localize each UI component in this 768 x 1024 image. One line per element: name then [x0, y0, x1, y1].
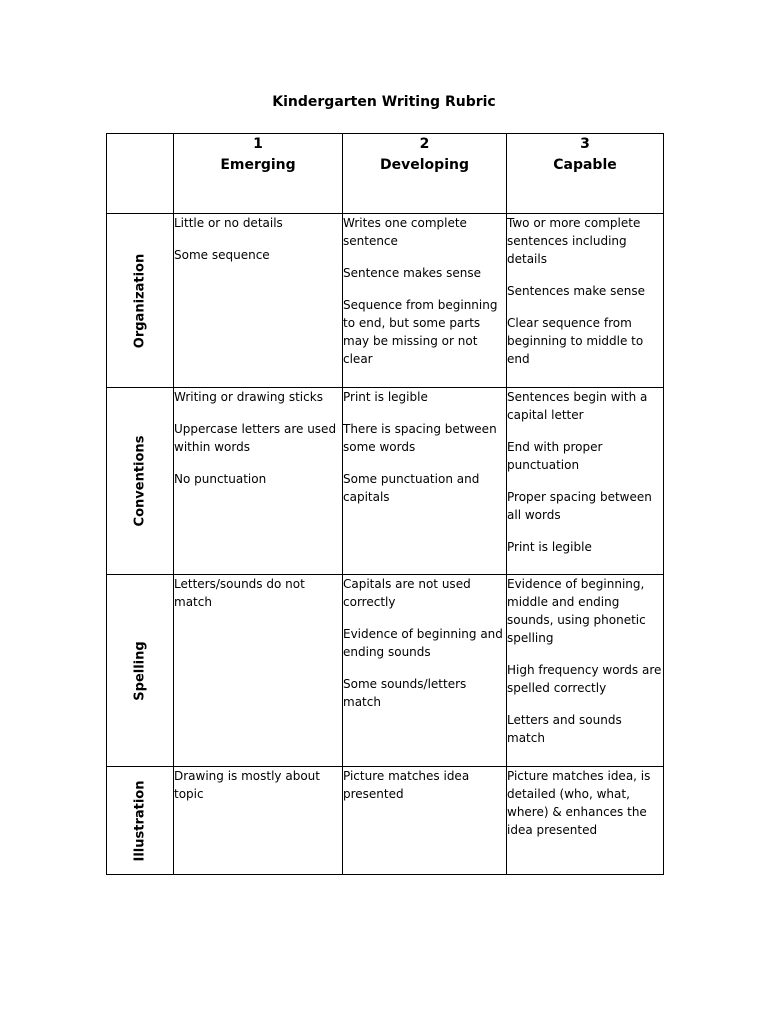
criterion-text: Sentence makes sense — [343, 266, 481, 280]
criterion-text: Print is legible — [507, 540, 592, 554]
criterion-text: Two or more complete sentences including details — [507, 216, 641, 266]
row-label-cell — [107, 214, 174, 388]
row-label: Organization — [132, 253, 148, 348]
rubric-cell — [174, 388, 343, 575]
criterion-text: Writing or drawing sticks — [174, 390, 323, 404]
criterion-text: Sentences begin with a capital letter — [507, 390, 648, 422]
rubric-cell — [507, 767, 664, 875]
level-header-2 — [343, 134, 507, 214]
rubric-cell — [174, 575, 343, 767]
criterion-text: Writes one complete sentence — [343, 216, 467, 248]
rubric-cell — [507, 388, 664, 575]
row-label: Conventions — [132, 435, 148, 527]
rubric-cell — [343, 575, 507, 767]
rubric-row-spelling — [107, 575, 664, 767]
rubric-row-illustration — [107, 767, 664, 875]
criterion-text: Picture matches idea presented — [343, 769, 470, 801]
rubric-cell — [507, 575, 664, 767]
rubric-cell — [343, 214, 507, 388]
criterion-text: Drawing is mostly about topic — [174, 769, 320, 801]
rubric-row-organization — [107, 214, 664, 388]
level-name: Emerging — [220, 157, 296, 173]
criterion-text: End with proper punctuation — [507, 440, 603, 472]
rubric-row-conventions — [107, 388, 664, 575]
rubric-cell — [507, 214, 664, 388]
level-number: 3 — [580, 136, 590, 152]
criterion-text: There is spacing between some words — [343, 422, 497, 454]
criterion-text: Capitals are not used correctly — [343, 577, 471, 609]
criterion-text: Some sequence — [174, 248, 270, 262]
criterion-text: Uppercase letters are used within words — [174, 422, 337, 454]
corner-cell — [107, 134, 174, 214]
criterion-text: Some punctuation and capitals — [343, 472, 480, 504]
criterion-text: Proper spacing between all words — [507, 490, 652, 522]
row-label-cell — [107, 575, 174, 767]
header-row — [107, 134, 664, 214]
level-header-1 — [174, 134, 343, 214]
level-name: Developing — [380, 157, 469, 173]
rubric-table — [106, 133, 664, 875]
level-name: Capable — [553, 157, 617, 173]
criterion-text: Clear sequence from beginning to middle to end — [507, 316, 644, 366]
criterion-text: Some sounds/letters match — [343, 677, 467, 709]
page-title: Kindergarten Writing Rubric — [272, 94, 496, 110]
criterion-text: Little or no details — [174, 216, 283, 230]
rubric-cell — [343, 388, 507, 575]
row-label: Spelling — [132, 640, 148, 701]
level-header-3 — [507, 134, 664, 214]
level-number: 2 — [419, 136, 430, 152]
rubric-cell — [174, 767, 343, 875]
rubric-cell — [343, 767, 507, 875]
criterion-text: Evidence of beginning, middle and ending sounds, using phonetic spelling — [507, 577, 646, 645]
criterion-text: Picture matches idea, is detailed (who, what, where) & enhances the idea presented — [507, 769, 651, 837]
row-label: Illustration — [132, 780, 148, 861]
rubric-cell — [174, 214, 343, 388]
criterion-text: Letters/sounds do not match — [174, 577, 305, 609]
criterion-text: No punctuation — [174, 472, 267, 486]
criterion-text: High frequency words are spelled correctly — [507, 663, 662, 695]
row-label-cell — [107, 767, 174, 875]
criterion-text: Sequence from beginning to end, but some parts may be missing or not clear — [343, 298, 498, 366]
criterion-text: Sentences make sense — [507, 284, 645, 298]
criterion-text: Print is legible — [343, 390, 428, 404]
criterion-text: Evidence of beginning and ending sounds — [343, 627, 503, 659]
level-number: 1 — [253, 136, 263, 152]
criterion-text: Letters and sounds match — [507, 713, 622, 745]
row-label-cell — [107, 388, 174, 575]
